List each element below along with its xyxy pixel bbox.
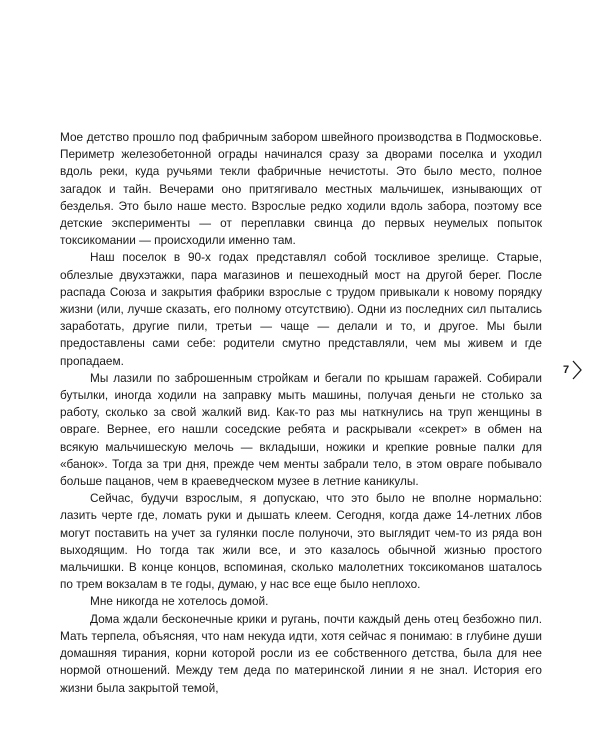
paragraph: Сейчас, будучи взрослым, я допускаю, что это было не вполне нормально: лазить черте где, ломать руки и дышать клеем. Сегодня, когда даже 14-летних лбов могут поставить на учет за гулянки после полуночи, это выглядит чем-то из ряда вон выходящим. Но тогда так жили все, и это казалось обычной жизнью простого мальчишки. В конце концов, вспоминая, сколько малолетних токсикоманов шаталось по трем вокзалам в те годы, думаю, у нас все еще было неплохо. — [60, 491, 542, 592]
page-body — [60, 129, 542, 697]
paragraph: Дома ждали бесконечные крики и ругань, почти каждый день отец безбожно пил. Мать терпела, объясняя, что нам некуда идти, хотя сейчас я понимаю: в глубине души домашняя тирания, корни которой росли из ее собственного детства, была для нее нормой отношений. Между тем деда по материнской линии я не знал. История его жизни была закрытой темой, — [60, 611, 542, 695]
paragraph: Мое детство прошло под фабричным забором швейного производства в Подмосковье. Периметр железобетонной ограды начинался сразу за дворами поселка и уходил вдоль реки, куда ручьями текли фабричные нечистоты. Это было место, полное загадок и тайн. Вечерами оно притягивало местных мальчишек, изнывающих от безделья. Это было наше место. Взрослые редко ходили вдоль забора, поэтому все детские эксперименты — от переплавки свинца до первых неумелых попыток токсикомании — происходили именно там. — [60, 130, 542, 248]
paragraph: Мы лазили по заброшенным стройкам и бегали по крышам гаражей. Собирали бутылки, иногда ходили на заправку мыть машины, получая деньги не столько за работу, сколько за свой жалкий вид. Как-то раз мы наткнулись на труп женщины в овраге. Вернее, его нашли соседские ребята и раскрывали «секрет» в обмен на всякую мальчишескую мелочь — вкладыши, ножики и крепкие ровные палки для «банок». Тогда за три дня, прежде чем менты забрали тело, в этом овраге побывало больше пацанов, чем в краеведческом музее в летние каникулы. — [60, 370, 542, 489]
paragraph: Наш поселок в 90-х годах представлял собой тоскливое зрелище. Старые, облезлые двухэтажки, пара магазинов и пешеходный мост на другой берег. После распада Союза и закрытия фабрики взрослые с трудом привыкали к новому порядку жизни (или, лучше сказать, его полному отсутствию). Одни из последних сил пытались заработать, другие пили, третьи — чаще — делали и то, и другое. Мы были предоставлены сами себе: родители смутно представляли, чем мы живем и где пропадаем. — [60, 250, 542, 368]
next-page-button[interactable] — [563, 360, 582, 380]
paragraph: Мне никогда не хотелось домой. — [90, 594, 269, 609]
page-number: 7 — [563, 364, 570, 376]
chevron-right-icon — [572, 360, 582, 380]
